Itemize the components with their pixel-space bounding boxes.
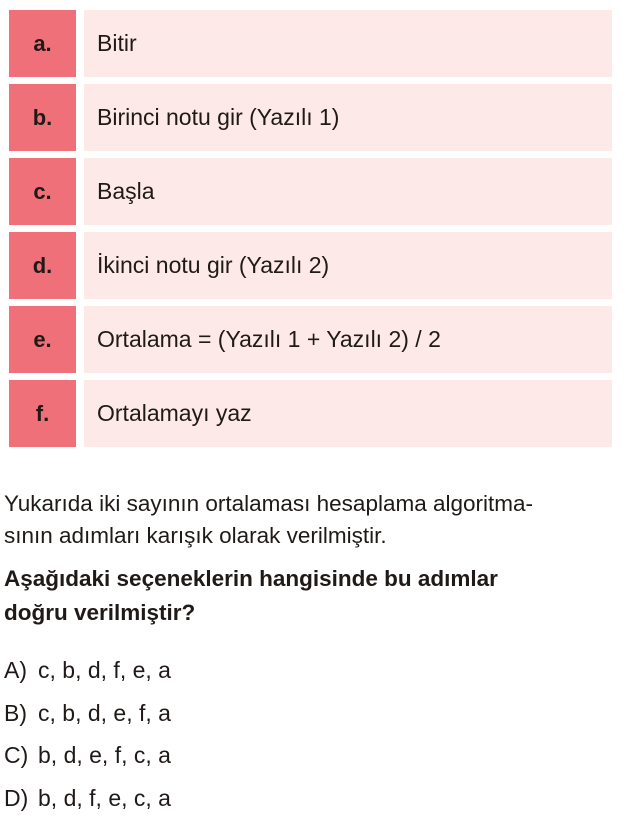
option-text: c, b, d, f, e, a: [38, 657, 171, 683]
cell-divider: [76, 232, 84, 299]
step-letter: c.: [9, 158, 76, 225]
cell-divider: [76, 380, 84, 447]
step-letter: a.: [9, 10, 76, 77]
step-row-b: [9, 84, 612, 151]
cell-divider: [76, 10, 84, 77]
step-row-e: [9, 306, 612, 373]
step-row-f: [9, 380, 612, 447]
step-text: Başla: [84, 158, 612, 225]
intro-line: Yukarıda iki sayının ortalaması hesaplama algoritma-: [4, 488, 624, 520]
cell-divider: [76, 158, 84, 225]
cell-divider: [76, 84, 84, 151]
step-text: İkinci notu gir (Yazılı 2): [84, 232, 612, 299]
step-row-a: [9, 10, 612, 77]
option-key: A): [4, 652, 38, 688]
step-text: Ortalama = (Yazılı 1 + Yazılı 2) / 2: [84, 306, 612, 373]
intro-paragraph: [4, 488, 624, 552]
option-text: b, d, e, f, c, a: [38, 742, 171, 768]
cell-divider: [76, 306, 84, 373]
option-d[interactable]: [4, 780, 604, 822]
answer-options: [4, 652, 604, 822]
question-line: doğru verilmiştir?: [4, 596, 624, 630]
option-text: b, d, f, e, c, a: [38, 785, 171, 811]
option-b[interactable]: [4, 695, 604, 738]
steps-table: [9, 10, 612, 454]
step-letter: d.: [9, 232, 76, 299]
step-letter: f.: [9, 380, 76, 447]
step-row-c: [9, 158, 612, 225]
option-a[interactable]: [4, 652, 604, 695]
step-letter: e.: [9, 306, 76, 373]
option-key: C): [4, 737, 38, 773]
option-key: D): [4, 780, 38, 816]
step-text: Birinci notu gir (Yazılı 1): [84, 84, 612, 151]
step-text: Bitir: [84, 10, 612, 77]
step-text: Ortalamayı yaz: [84, 380, 612, 447]
question-line: Aşağıdaki seçeneklerin hangisinde bu adımlar: [4, 562, 624, 596]
option-key: B): [4, 695, 38, 731]
step-letter: b.: [9, 84, 76, 151]
intro-line: sının adımları karışık olarak verilmiştir.: [4, 520, 624, 552]
option-text: c, b, d, e, f, a: [38, 700, 171, 726]
question-text: [4, 562, 624, 630]
step-row-d: [9, 232, 612, 299]
option-c[interactable]: [4, 737, 604, 780]
